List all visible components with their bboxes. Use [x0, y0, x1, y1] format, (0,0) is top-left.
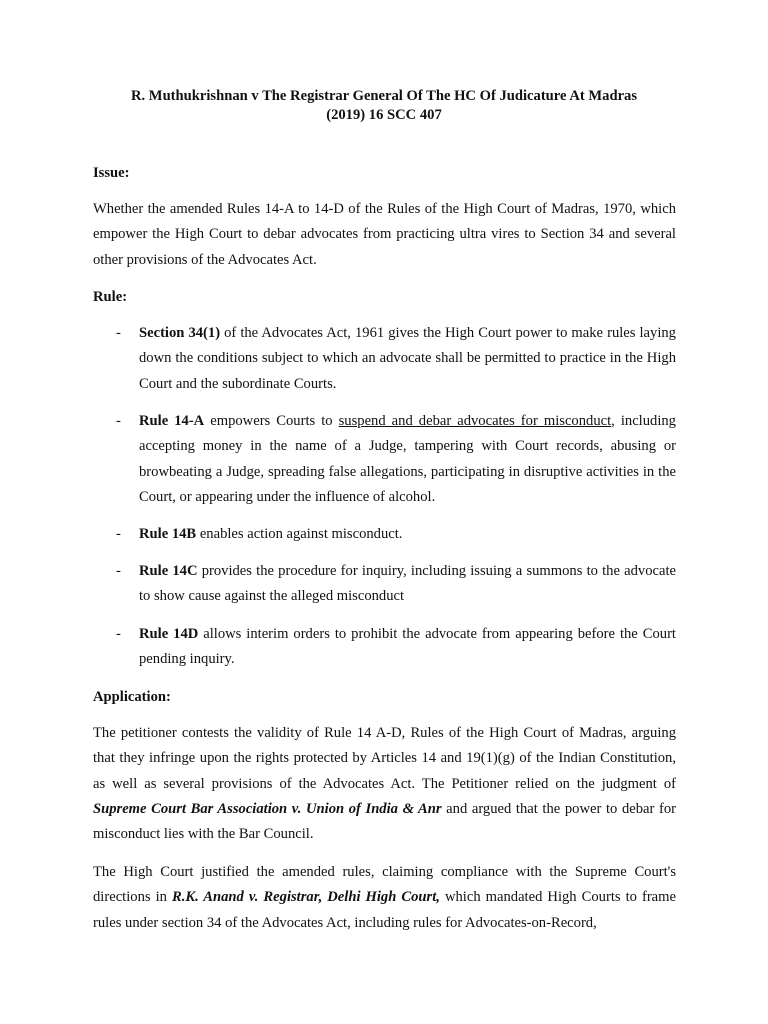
paragraph-text: which mandated High Courts to frame rules under section 34 of the Advocates Act, including rules for Advocates-on-Record,	[93, 889, 676, 931]
rule-item-section-34	[93, 321, 676, 397]
case-reference: Supreme Court Bar Association v. Union of India & Anr	[93, 800, 442, 817]
case-title	[92, 87, 676, 125]
rule-item-term: Rule 14B	[139, 526, 197, 542]
application-paragraph-2	[93, 860, 676, 936]
paragraph-text: The High Court justified the amended rules, claiming compliance with the Supreme Court's directions in	[93, 864, 676, 906]
issue-heading: Issue:	[93, 165, 130, 181]
rule-item-term: Rule 14D	[139, 626, 199, 642]
rule-item-term: Rule 14C	[139, 563, 198, 579]
rule-item-text: , including accepting money in the name of a Judge, tampering with Court records, abusing or browbeating a Judge, spreading false allegations, participating in disruptive activities in the Court, or appearing under the influence of alcohol.	[139, 413, 676, 505]
rule-item-pre: empowers Courts to	[204, 413, 339, 429]
application-heading: Application:	[93, 689, 171, 705]
bullet-dash: -	[116, 626, 121, 642]
rule-item-text: allows interim orders to prohibit the advocate from appearing before the Court pending inquiry.	[139, 626, 676, 668]
rule-item-text: of the Advocates Act, 1961 gives the High Court power to make rules laying down the conditions subject to which an advocate shall be permitted to practice in the High Court and the subordinate Courts.	[139, 325, 676, 392]
rule-item-term: Rule 14-A	[139, 413, 205, 429]
bullet-dash: -	[116, 325, 121, 341]
case-citation: (2019) 16 SCC 407	[326, 107, 442, 123]
rule-item-14a	[93, 409, 676, 510]
rule-heading: Rule:	[93, 289, 128, 305]
paragraph-text: and argued that the power to debar for misconduct lies with the Bar Council.	[93, 800, 676, 843]
rule-item-14d	[93, 622, 676, 673]
case-title-line-1: R. Muthukrishnan v The Registrar General Of The HC Of Judicature At Madras	[130, 88, 638, 104]
rule-item-text: enables action against misconduct.	[196, 526, 403, 542]
bullet-dash: -	[116, 413, 121, 429]
bullet-dash: -	[116, 526, 121, 542]
rule-item-14c	[93, 559, 676, 610]
case-reference: R.K. Anand v. Registrar, Delhi High Court,	[171, 889, 440, 906]
rule-item-term: Section 34(1)	[139, 325, 221, 341]
rule-item-14b	[93, 522, 676, 547]
rule-item-text: provides the procedure for inquiry, including issuing a summons to the advocate to show cause against the alleged misconduct	[139, 563, 676, 605]
issue-paragraph: Whether the amended Rules 14-A to 14-D of the Rules of the High Court of Madras, 1970, which empower the High Court to debar advocates from practicing ultra vires to Section 34 and several other provisions of the Advocates Act.	[93, 201, 676, 268]
paragraph-text: The petitioner contests the validity of Rule 14 A-D, Rules of the High Court of Madras, arguing that they infringe upon the rights protected by Articles 14 and 19(1)(g) of the Indian Constitution, as well as several provisions of the Advocates Act. The Petitioner relied on the judgment of	[93, 725, 676, 792]
bullet-dash: -	[116, 563, 121, 579]
rule-item-underlined: suspend and debar advocates for misconduct	[338, 413, 612, 429]
application-paragraph-1	[93, 721, 676, 847]
